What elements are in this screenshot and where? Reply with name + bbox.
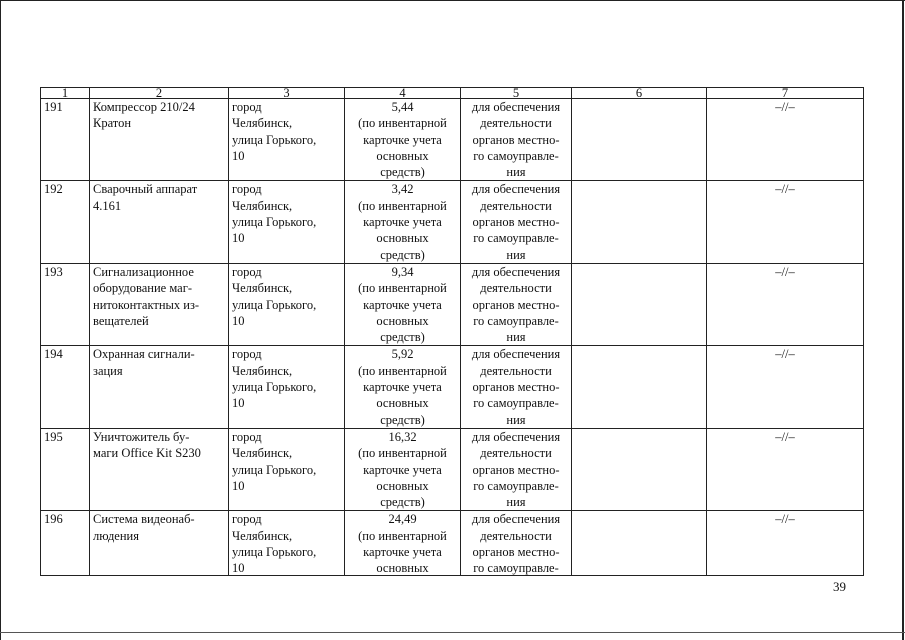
scan-border-left	[0, 0, 1, 640]
ditto-mark: –//–	[775, 429, 795, 444]
ditto-mark: –//–	[775, 100, 795, 114]
table-header-row	[41, 88, 864, 99]
ditto-mark: –//–	[775, 512, 795, 527]
item-name: Уничтожитель бу- маги Office Kit S230	[93, 429, 201, 461]
header-col-2: 2	[90, 88, 229, 99]
header-col-1: 1	[41, 88, 90, 99]
item-address: город Челябинск, улица Горького, 10	[232, 429, 317, 493]
ditto-mark: –//–	[775, 347, 795, 362]
item-address: город Челябинск, улица Горького, 10	[232, 347, 317, 411]
item-col6	[572, 428, 707, 510]
inventory-table	[40, 87, 864, 576]
item-value: 5,92 (по инвентарной карточке учета основных средств)	[358, 347, 447, 427]
item-col6	[572, 346, 707, 428]
item-purpose: для обеспечения деятельности органов местно- го самоуправле- ния	[471, 264, 561, 345]
table-row	[41, 428, 864, 510]
item-value: 5,44 (по инвентарной карточке учета основных средств)	[358, 100, 447, 180]
page-number: 39	[833, 579, 846, 594]
item-purpose: для обеспечения деятельности органов местно- го самоуправле-	[471, 512, 561, 576]
item-name: Сигнализационное оборудование маг- нитоконтактных из- вещателей	[93, 264, 200, 328]
item-purpose: для обеспечения деятельности органов местно- го самоуправле- ния	[471, 429, 561, 510]
header-col-4: 4	[345, 88, 461, 99]
item-value: 16,32 (по инвентарной карточке учета основных средств)	[358, 429, 447, 510]
row-number: 196	[41, 511, 90, 576]
table-row	[41, 99, 864, 181]
row-number: 192	[41, 181, 90, 263]
item-address: город Челябинск, улица Горького, 10	[232, 512, 317, 576]
item-address: город Челябинск, улица Горького, 10	[232, 264, 317, 328]
table-row	[41, 511, 864, 576]
ditto-mark: –//–	[775, 182, 795, 197]
row-number: 195	[41, 428, 90, 510]
header-col-3: 3	[229, 88, 345, 99]
item-value: 9,34 (по инвентарной карточке учета основных средств)	[358, 264, 447, 345]
table-row	[41, 181, 864, 263]
table-row	[41, 346, 864, 428]
row-number: 193	[41, 263, 90, 345]
scan-border-right	[902, 0, 904, 640]
item-col6	[572, 181, 707, 263]
table-row	[41, 263, 864, 345]
item-purpose: для обеспечения деятельности органов местно- го самоуправле- ния	[471, 182, 561, 262]
item-value: 3,42 (по инвентарной карточке учета основных средств)	[358, 182, 447, 262]
header-col-7: 7	[707, 88, 864, 99]
item-col6	[572, 263, 707, 345]
item-purpose: для обеспечения деятельности органов местно- го самоуправле- ния	[471, 347, 561, 427]
row-number: 191	[41, 99, 90, 181]
item-name: Система видеонаб- людения	[93, 512, 195, 543]
row-number: 194	[41, 346, 90, 428]
item-address: город Челябинск, улица Горького, 10	[232, 182, 317, 246]
item-address: город Челябинск, улица Горького, 10	[232, 100, 317, 163]
ditto-mark: –//–	[775, 264, 795, 279]
scan-border-bottom	[0, 632, 905, 633]
item-name: Компрессор 210/24 Кратон	[93, 100, 195, 131]
scan-border-top	[0, 0, 905, 1]
item-name: Сварочный аппарат 4.161	[93, 182, 198, 213]
item-name: Охранная сигнали- зация	[93, 347, 195, 378]
header-col-5: 5	[461, 88, 572, 99]
header-col-6: 6	[572, 88, 707, 99]
item-col6	[572, 511, 707, 576]
item-col6	[572, 99, 707, 181]
item-value: 24,49 (по инвентарной карточке учета основных	[358, 512, 447, 576]
item-purpose: для обеспечения деятельности органов местно- го самоуправле- ния	[471, 100, 561, 180]
